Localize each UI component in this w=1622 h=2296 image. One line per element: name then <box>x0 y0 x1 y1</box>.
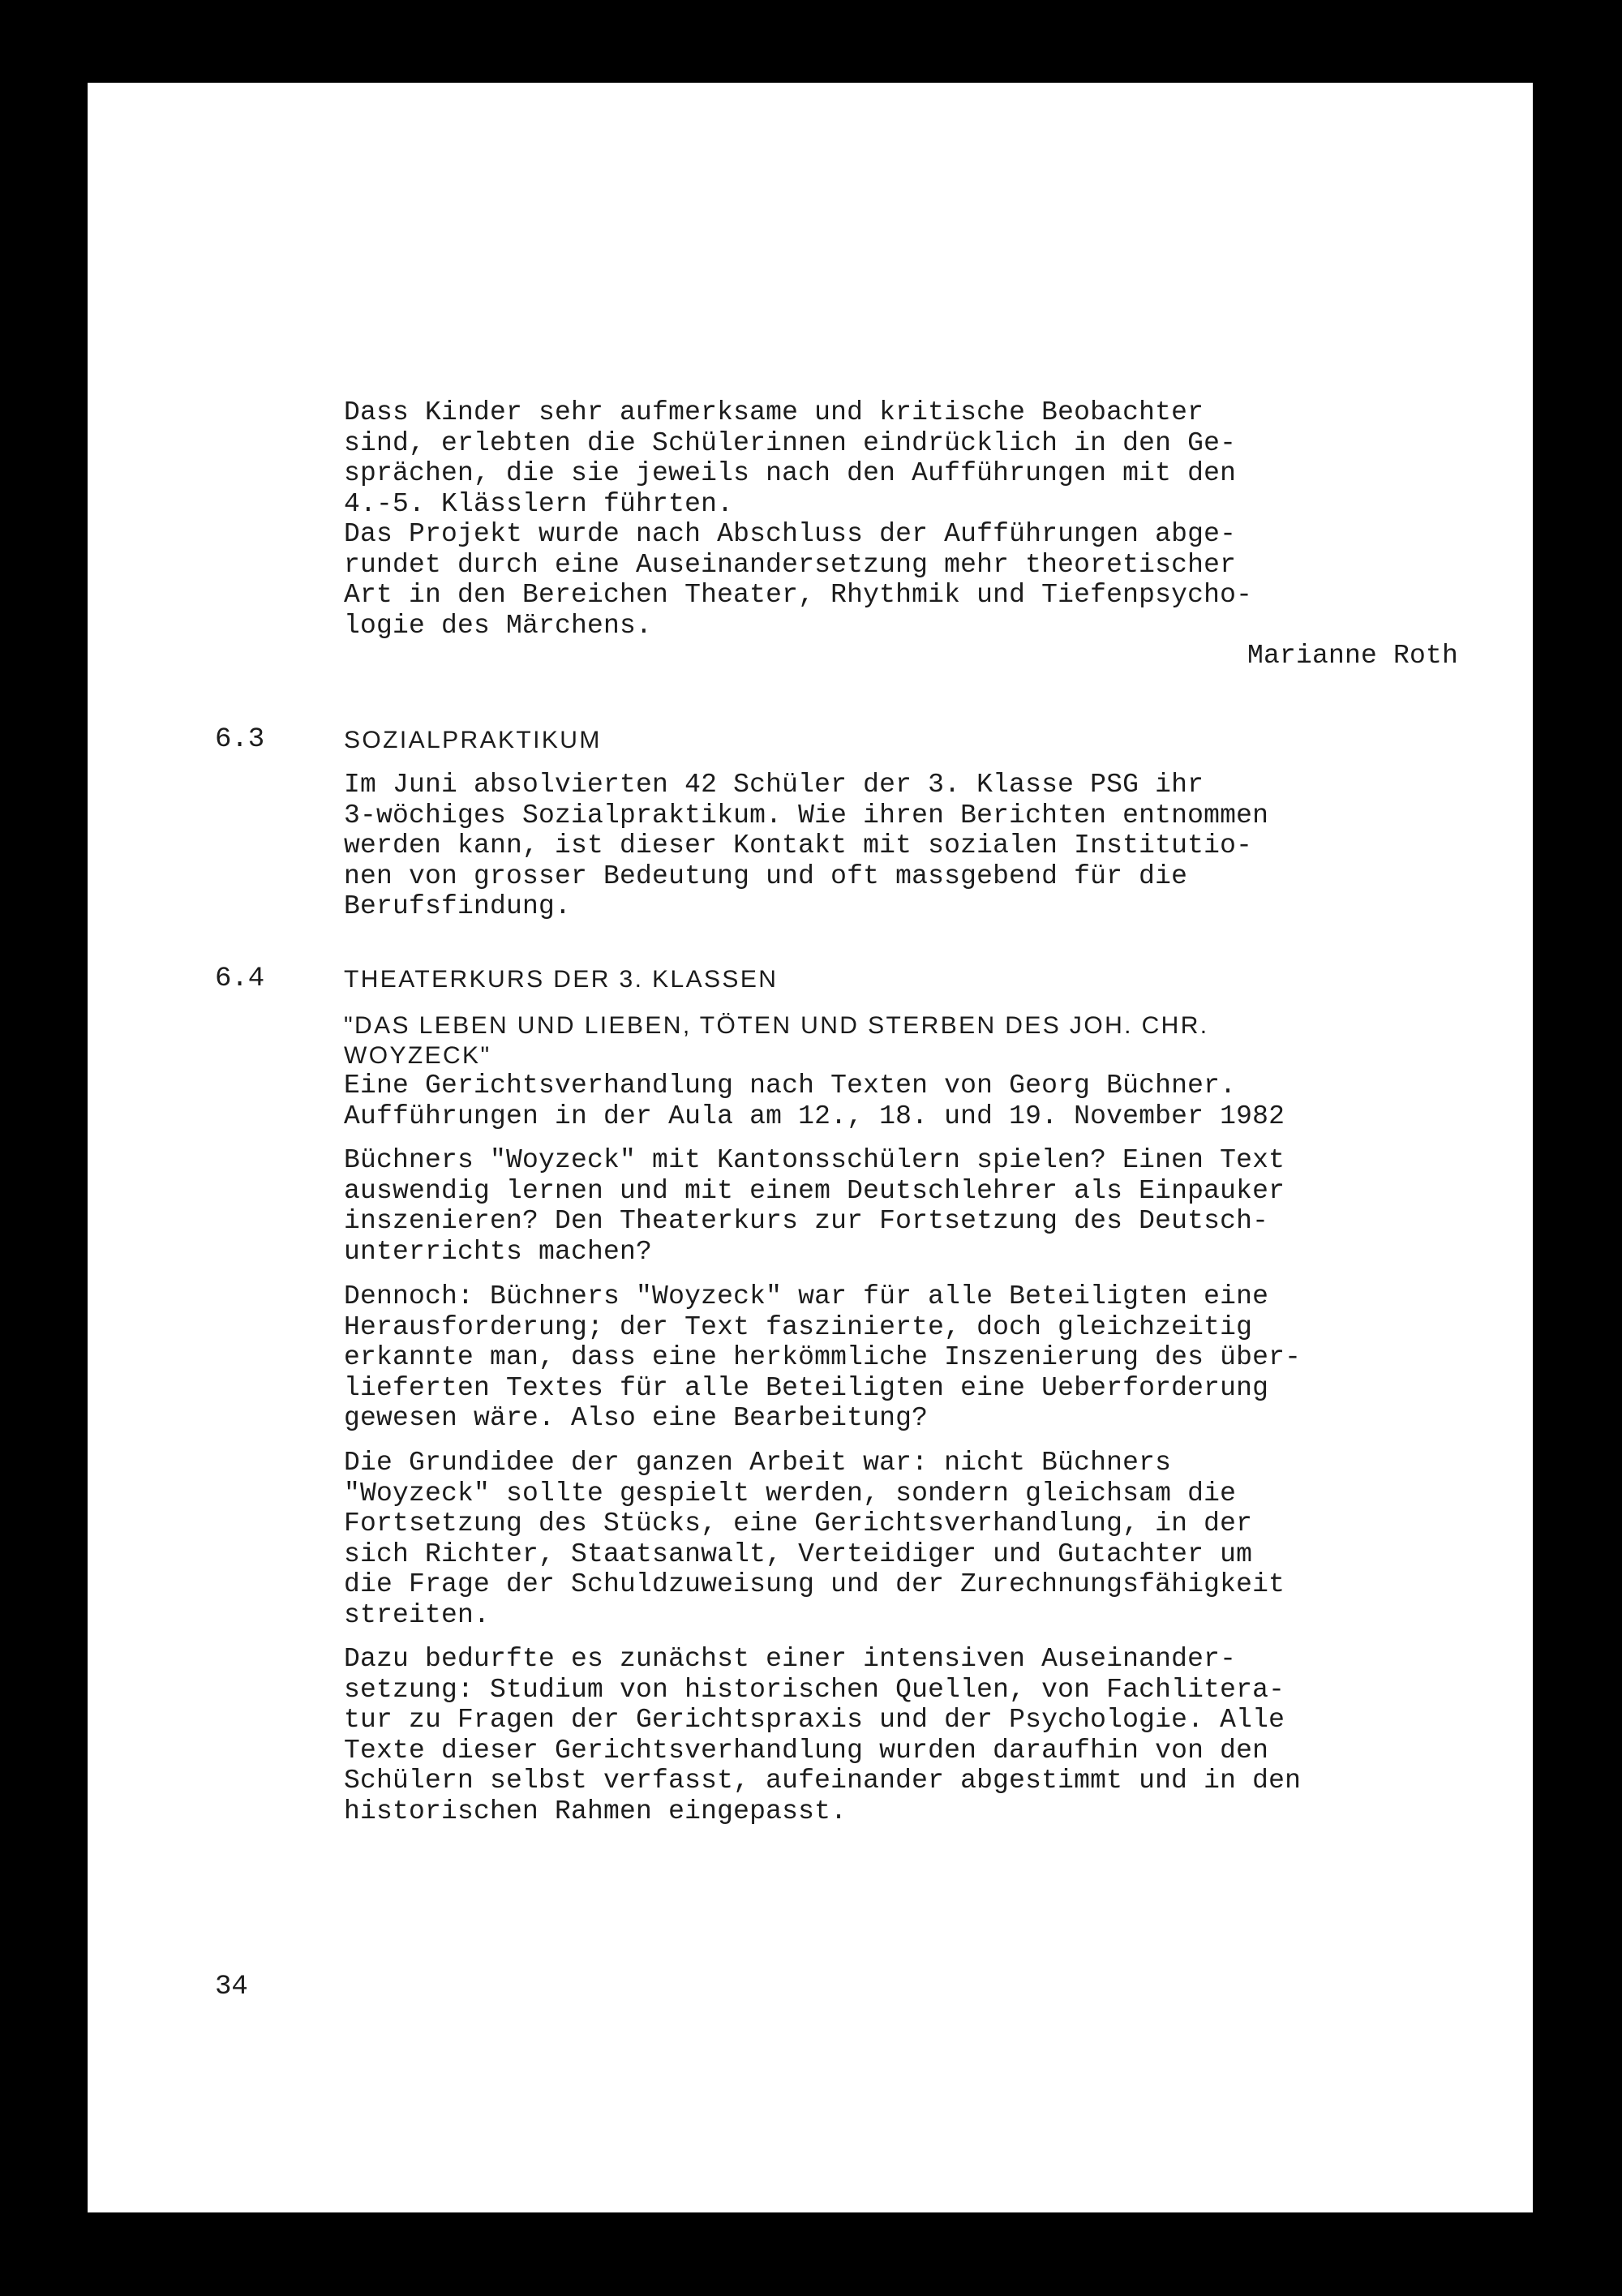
paragraph <box>344 1145 1285 1267</box>
play-title <box>344 1011 1209 1071</box>
section-title: THEATERKURS DER 3. KLASSEN <box>344 966 779 993</box>
paragraph <box>344 1281 1301 1434</box>
text-line: unterrichts machen? <box>344 1236 653 1267</box>
text-line: Die Grundidee der ganzen Arbeit war: nicht Büchners <box>344 1448 1172 1478</box>
section-number: 6.4 <box>215 963 265 994</box>
signature <box>1247 641 1458 672</box>
author-name: Marianne Roth <box>1247 641 1458 671</box>
text-line: nen von grosser Bedeutung und oft massgebend für die <box>344 860 1188 891</box>
document-page <box>88 83 1533 2212</box>
text-line: Eine Gerichtsverhandlung nach Texten von Georg Büchner. <box>344 1071 1237 1101</box>
text-line: Büchners "Woyzeck" mit Kantonsschülern spielen? Einen Text <box>344 1145 1285 1175</box>
text-line: "DAS LEBEN UND LIEBEN, TÖTEN UND STERBEN DES JOH. CHR. <box>344 1012 1209 1039</box>
section-number: 6.3 <box>215 724 265 755</box>
text-line: 4.-5. Klässlern führten. <box>344 488 734 519</box>
page-number: 34 <box>215 1972 248 2002</box>
text-line: "Woyzeck" sollte gespielt werden, sondern gleichsam die <box>344 1478 1237 1508</box>
text-line: Art in den Bereichen Theater, Rhythmik und Tiefenpsycho- <box>344 580 1253 610</box>
text-line: rundet durch eine Auseinandersetzung mehr theoretischer <box>344 549 1237 580</box>
section-heading <box>344 725 602 755</box>
text-line: Das Projekt wurde nach Abschluss der Aufführungen abge- <box>344 519 1237 549</box>
text-line: streiten. <box>344 1599 491 1630</box>
paragraph <box>344 1448 1285 1630</box>
paragraph <box>344 1644 1301 1826</box>
text-line: sprächen, die sie jeweils nach den Aufführungen mit den <box>344 458 1237 488</box>
text-line: WOYZECK" <box>344 1042 491 1069</box>
performance-info <box>344 1071 1285 1131</box>
text-line: lieferten Textes für alle Beteiligten eine Ueberforderung <box>344 1372 1269 1403</box>
text-line: 3-wöchiges Sozialpraktikum. Wie ihren Berichten entnommen <box>344 800 1269 830</box>
text-line: Texte dieser Gerichtsverhandlung wurden daraufhin von den <box>344 1735 1269 1766</box>
text-line: Im Juni absolvierten 42 Schüler der 3. Klasse PSG ihr <box>344 770 1204 800</box>
text-line: Schülern selbst verfasst, aufeinander abgestimmt und in den <box>344 1766 1302 1796</box>
text-line: Berufsfindung. <box>344 891 572 921</box>
text-line: Fortsetzung des Stücks, eine Gerichtsverhandlung, in der <box>344 1508 1253 1539</box>
text-line: Dennoch: Büchners "Woyzeck" war für alle Beteiligten eine <box>344 1281 1269 1311</box>
text-line: tur zu Fragen der Gerichtspraxis und der Psychologie. Alle <box>344 1705 1285 1735</box>
text-line: Aufführungen in der Aula am 12., 18. und 19. November 1982 <box>344 1101 1285 1131</box>
text-line: logie des Märchens. <box>344 610 653 641</box>
section-heading <box>344 964 778 994</box>
text-line: gewesen wäre. Also eine Bearbeitung? <box>344 1403 929 1433</box>
text-line: Dazu bedurfte es zunächst einer intensiven Auseinander- <box>344 1644 1237 1674</box>
text-line: die Frage der Schuldzuweisung und der Zurechnungsfähigkeit <box>344 1569 1285 1599</box>
text-line: erkannte man, dass eine herkömmliche Inszenierung des über- <box>344 1342 1302 1372</box>
text-line: setzung: Studium von historischen Quellen, von Fachlitera- <box>344 1674 1285 1705</box>
text-line: inszenieren? Den Theaterkurs zur Fortsetzung des Deutsch- <box>344 1206 1269 1236</box>
text-line: Herausforderung; der Text faszinierte, doch gleichzeitig <box>344 1311 1253 1342</box>
section-title: SOZIALPRAKTIKUM <box>344 727 602 753</box>
text-line: sich Richter, Staatsanwalt, Verteidiger und Gutachter um <box>344 1539 1253 1569</box>
intro-paragraph-1 <box>344 397 1236 519</box>
section-body <box>344 770 1268 922</box>
text-line: werden kann, ist dieser Kontakt mit sozialen Institutio- <box>344 830 1253 860</box>
text-line: auswendig lernen und mit einem Deutschlehrer als Einpauker <box>344 1175 1285 1206</box>
text-line: sind, erlebten die Schülerinnen eindrücklich in den Ge- <box>344 427 1237 458</box>
text-line: Dass Kinder sehr aufmerksame und kritische Beobachter <box>344 397 1204 427</box>
text-line: historischen Rahmen eingepasst. <box>344 1796 847 1826</box>
intro-paragraph-2 <box>344 519 1252 641</box>
